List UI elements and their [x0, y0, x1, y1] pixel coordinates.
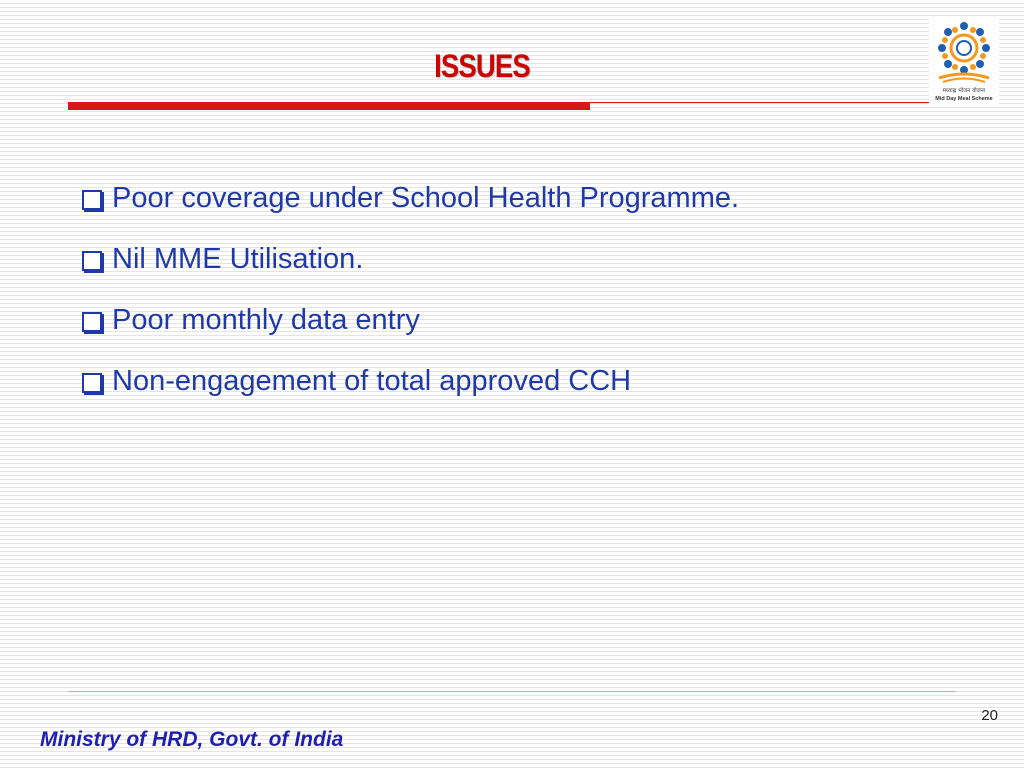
- logo-caption-english: Mid Day Meal Scheme: [935, 96, 993, 102]
- bullet-item: [82, 290, 739, 351]
- checkbox-bullet-icon: [82, 312, 102, 332]
- logo-caption-hindi: मध्याह्न भोजन योजना: [942, 88, 986, 94]
- checkbox-bullet-icon: [82, 190, 102, 210]
- bullet-text: Poor monthly data entry: [112, 304, 420, 336]
- bullet-item: [82, 351, 739, 412]
- checkbox-bullet-icon: [82, 373, 102, 393]
- bullet-text: Poor coverage under School Health Programme.: [112, 182, 740, 214]
- slide-title: ISSUES: [434, 48, 530, 84]
- bullet-text: Non-engagement of total approved CCH: [112, 365, 632, 397]
- title-rule-thick: [68, 102, 590, 110]
- bullet-text: Nil MME Utilisation.: [112, 243, 364, 275]
- mid-day-meal-logo-icon: [929, 18, 999, 104]
- footer-ministry-text: Ministry of HRD, Govt. of India: [40, 728, 344, 751]
- mid-day-meal-logo: [929, 18, 999, 104]
- title-rule-thin: [590, 102, 930, 103]
- page-number: 20: [981, 707, 998, 724]
- bullet-list: [82, 168, 739, 412]
- bullet-item: [82, 168, 739, 229]
- bullet-item: [82, 229, 739, 290]
- checkbox-bullet-icon: [82, 251, 102, 271]
- footer-rule: [68, 691, 956, 692]
